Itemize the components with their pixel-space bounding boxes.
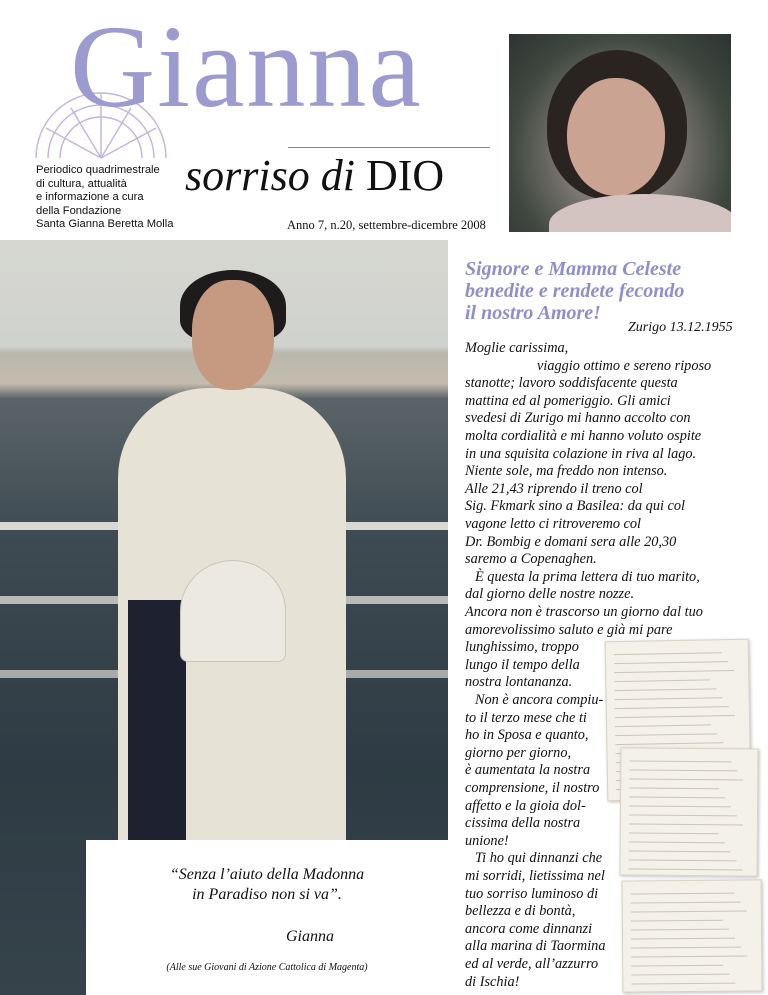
handwriting-stroke: [631, 920, 723, 922]
handwriting-stroke: [631, 929, 729, 931]
figure-dress: [128, 600, 186, 860]
letter-line: lungo il tempo della: [465, 656, 580, 673]
handwriting-stroke: [631, 893, 735, 895]
letter-line: vagone letto ci ritroveremo col: [465, 516, 642, 532]
handwriting-stroke: [628, 868, 742, 870]
letter-line: è aumentata la nostra: [465, 762, 591, 779]
handwriting-stroke: [631, 947, 741, 949]
handwriting-stroke: [629, 787, 719, 789]
handwriting-stroke: [629, 814, 737, 816]
letter-line: alla marina di Taormina: [465, 938, 606, 955]
letter-line: ed al verde, all’azzurro: [465, 956, 599, 972]
letter-line: Alle 21,43 riprendo il treno col: [465, 480, 643, 497]
photo-caption: [86, 840, 448, 995]
letter-line: Moglie carissima,: [465, 340, 569, 356]
handwriting-stroke: [614, 661, 728, 664]
letter-line: affetto e la gioia dol-: [465, 797, 586, 814]
handwriting-stroke: [631, 974, 729, 976]
figure-handbag: [180, 560, 286, 662]
heading-line: Signore e Mamma Celeste: [465, 258, 682, 280]
handwriting-stroke: [629, 841, 725, 843]
handwriting-stroke: [614, 652, 722, 655]
letter-line: lunghissimo, troppo: [465, 639, 579, 656]
letter-line: Non è ancora compiu-: [475, 692, 604, 708]
letter-line: giorno per giorno,: [465, 744, 572, 761]
info-line: di cultura, attualità: [36, 177, 127, 190]
handwriting-stroke: [615, 697, 723, 700]
handwriting-stroke: [614, 670, 734, 673]
masthead-title: Gianna: [70, 1, 423, 132]
info-line: della Fondazione: [36, 204, 122, 217]
heading-line: benedite e rendete fecondo: [465, 280, 685, 302]
letter-scan-3: [622, 879, 763, 992]
info-line: e informazione a cura: [36, 191, 144, 203]
publication-info: [36, 164, 186, 232]
letter-line: Ti ho qui dinnanzi che: [475, 850, 603, 867]
handwriting-stroke: [629, 805, 731, 807]
subtitle-italic: sorriso di: [185, 151, 355, 200]
letter-date: Zurigo 13.12.1955: [628, 320, 733, 335]
letter-line: svedesi di Zurigo mi hanno accolto con: [465, 410, 691, 427]
letter-line: tuo sorriso luminoso di: [465, 885, 599, 902]
portrait-collar: [549, 194, 731, 232]
handwriting-stroke: [615, 742, 723, 745]
letter-line: to il terzo mese che ti: [465, 709, 587, 726]
letter-line: molta cordialità e mi hanno voluto ospite: [465, 428, 702, 444]
handwriting-stroke: [631, 956, 747, 958]
heading-line: il nostro Amore!: [465, 302, 601, 324]
letter-line: amorevolissimo saluto e già mi pare: [465, 621, 673, 638]
letter-line: viaggio ottimo e sereno riposo: [537, 357, 712, 374]
caption-note: (Alle sue Giovani di Azione Cattolica di Magenta): [166, 962, 368, 973]
handwriting-stroke: [629, 850, 731, 852]
letter-line: nostra lontananza.: [465, 674, 573, 691]
letter-line: stanotte; lavoro soddisfacente questa: [465, 375, 678, 392]
letter-line: cissima della nostra: [465, 815, 581, 832]
handwriting-stroke: [615, 715, 735, 718]
portrait-face: [567, 78, 665, 196]
handwriting-stroke: [629, 769, 737, 771]
letter-line: mi sorridi, lietissima nel: [465, 868, 605, 884]
letter-scan-2: [619, 747, 758, 876]
handwriting-stroke: [629, 859, 737, 861]
handwriting-stroke: [631, 938, 735, 940]
caption-quote: [86, 865, 448, 905]
quote-line: “Senza l’aiuto della Madonna: [169, 866, 365, 883]
letter-line: ancora come dinnanzi: [465, 920, 593, 937]
letter-line: saremo a Copenaghen.: [465, 551, 597, 568]
letter-line: comprensione, il nostro: [465, 780, 600, 796]
letter-line: bellezza e di bontà,: [465, 903, 576, 920]
main-photo: [0, 240, 448, 995]
letter-line: unione!: [465, 832, 509, 849]
handwriting-stroke: [629, 778, 743, 780]
masthead-rule: [288, 147, 490, 148]
letter-line: in una squisita colazione in riva al lago.: [465, 445, 697, 462]
handwriting-stroke: [631, 911, 747, 913]
handwriting-stroke: [615, 733, 717, 736]
handwriting-stroke: [614, 688, 716, 691]
letter-line: Dr. Bombig e domani sera alle 20,30: [465, 533, 677, 550]
handwriting-stroke: [615, 706, 729, 709]
letter-line: È questa la prima lettera di tuo marito,: [475, 568, 700, 585]
letter-line: dal giorno delle nostre nozze.: [465, 586, 635, 603]
handwriting-stroke: [614, 679, 710, 682]
letter-line: ho in Sposa e quanto,: [465, 727, 589, 744]
handwriting-stroke: [631, 902, 741, 904]
handwriting-stroke: [631, 983, 735, 985]
handwriting-stroke: [629, 760, 731, 762]
masthead-subtitle: [185, 150, 444, 201]
quote-line: in Paradiso non si va”.: [192, 886, 342, 903]
caption-signature: Gianna: [286, 928, 334, 945]
portrait-photo: [509, 34, 731, 232]
handwriting-stroke: [629, 823, 743, 825]
letter-heading: [465, 258, 755, 324]
letter-line: di Ischia!: [465, 973, 520, 990]
info-line: Santa Gianna Beretta Molla: [36, 218, 174, 230]
info-line: Periodico quadrimestrale: [36, 164, 160, 176]
letter-line: Sig. Fkmark sino a Basilea: da qui col: [465, 498, 685, 515]
handwriting-stroke: [615, 724, 711, 727]
letter-line: Niente sole, ma freddo non intenso.: [465, 463, 668, 480]
handwriting-stroke: [629, 796, 725, 798]
figure-face: [192, 280, 274, 390]
handwriting-stroke: [631, 965, 723, 967]
issue-line: Anno 7, n.20, settembre-dicembre 2008: [287, 218, 486, 232]
letter-line: mattina ed al pomeriggio. Gli amici: [465, 392, 671, 409]
letter-line: Ancora non è trascorso un giorno dal tuo: [465, 604, 703, 620]
handwriting-stroke: [629, 832, 719, 834]
subtitle-caps: DIO: [365, 151, 445, 200]
